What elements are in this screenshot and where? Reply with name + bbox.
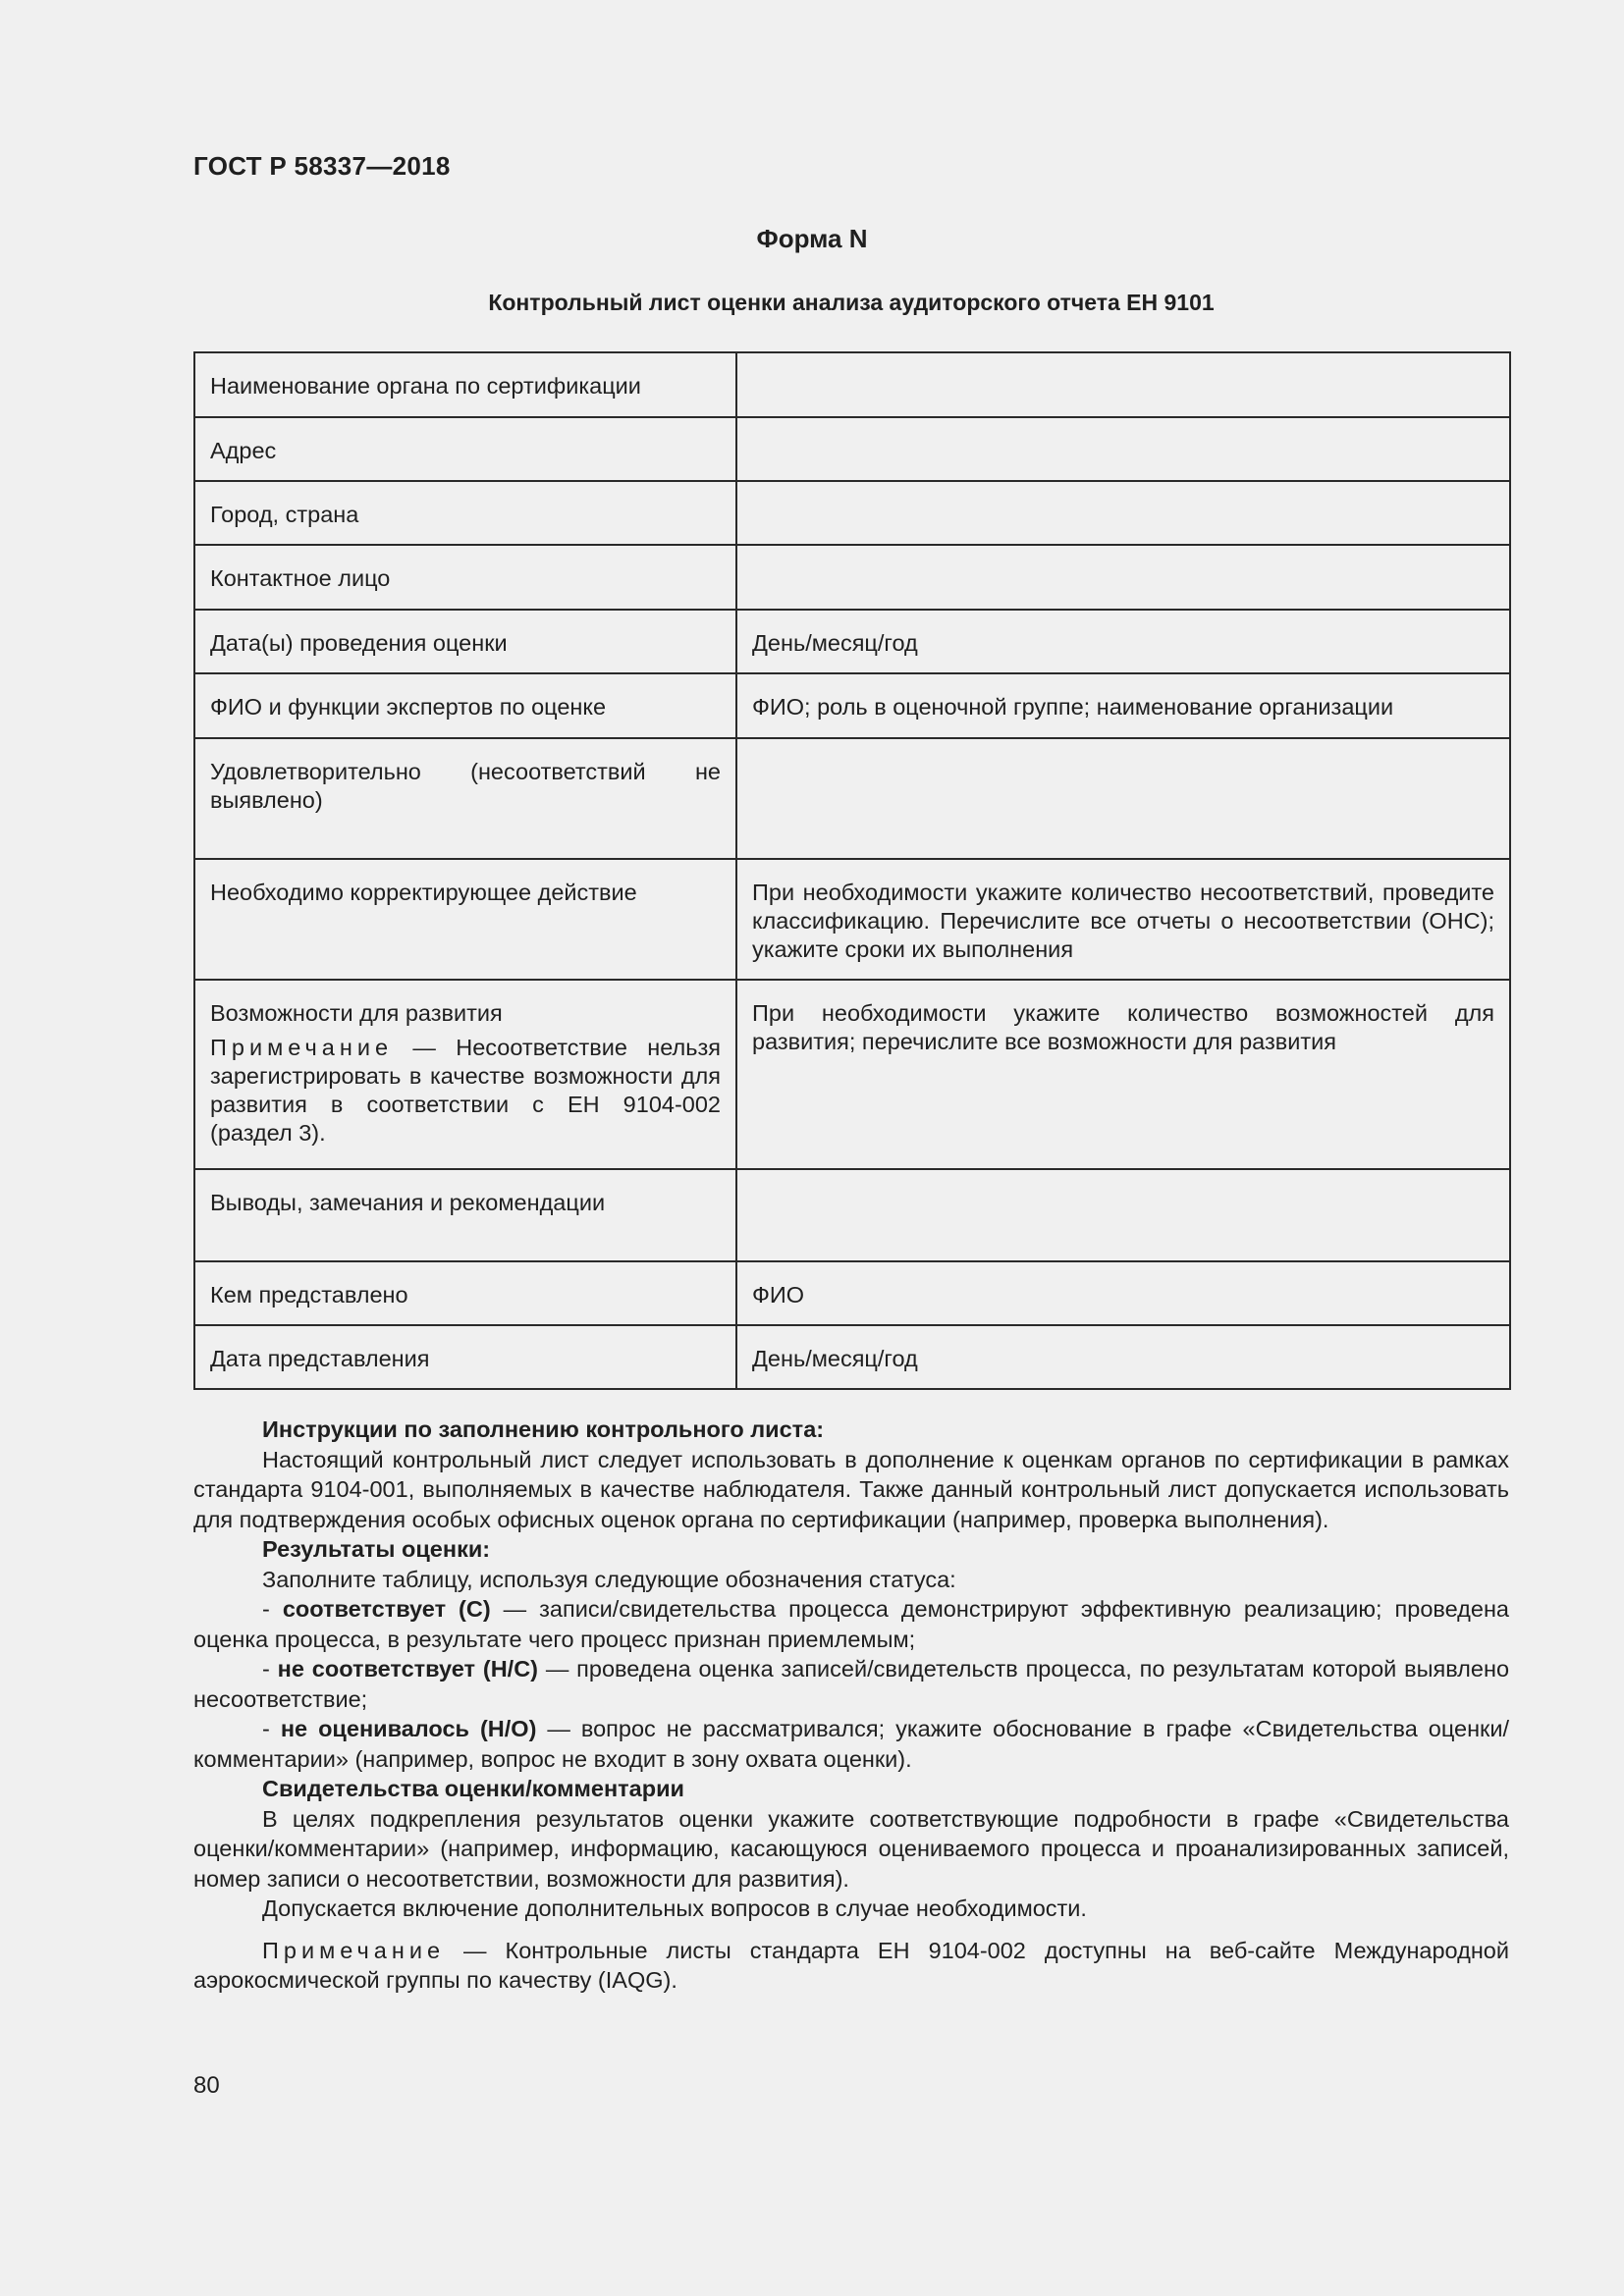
status-text: — записи/свидетельства процесса демонстрируют эффективную реализацию; проведена оценка процесса, в результате чего процесс признан приемлемым;: [193, 1596, 1509, 1652]
row-value: При необходимости укажите количество возможностей для развития; перечислите все возможности для развития: [736, 980, 1510, 1169]
row-label-with-note: [194, 980, 736, 1169]
table-row: [194, 1261, 1510, 1325]
row-label: Адрес: [194, 417, 736, 481]
table-row: [194, 481, 1510, 545]
row-value: [736, 545, 1510, 610]
table-row: [194, 610, 1510, 673]
results-heading: Результаты оценки:: [262, 1536, 491, 1562]
table-row: [194, 859, 1510, 980]
table-row: [194, 1169, 1510, 1261]
form-subtitle: Контрольный лист оценки анализа аудиторского отчета ЕН 9101: [488, 290, 1215, 315]
note-prefix: Примечание: [210, 1035, 394, 1060]
row-label: Необходимо корректирующее действие: [194, 859, 736, 980]
note-prefix: Примечание: [262, 1937, 446, 1963]
status-text: — проведена оценка записей/свидетельств процесса, по результатам которой выявлено несоответствие;: [193, 1656, 1510, 1712]
table-note: [210, 1034, 721, 1148]
table-row: [194, 980, 1510, 1169]
table-row: [194, 352, 1510, 417]
row-value: [736, 738, 1510, 859]
instructions-intro: Настоящий контрольный лист следует использовать в дополнение к оценкам органов по сертификации в рамках стандарта 9104-001, выполняемых в качестве наблюдателя. Также данный контрольный лист допускается использовать для подтверждения особых офисных оценок органа по сертификации (например, проверка выполнения).: [193, 1446, 1509, 1532]
row-value: При необходимости укажите количество несоответствий, проведите классификацию. Перечислите все отчеты о несоответствии (ОНС); укажите сроки их выполнения: [736, 859, 1510, 980]
page-number: 80: [193, 2072, 220, 2099]
status-term: не соответствует (Н/С): [277, 1656, 538, 1682]
row-label: Выводы, замечания и рекомендации: [194, 1169, 736, 1261]
row-label: Удовлетворительно (несоответствий не выявлено): [194, 738, 736, 859]
row-value: [736, 1169, 1510, 1261]
instructions-section: [193, 1415, 1509, 1996]
row-label: Дата(ы) проведения оценки: [194, 610, 736, 673]
row-value: День/месяц/год: [736, 610, 1510, 673]
table-row: [194, 738, 1510, 859]
note-text: — Контрольные листы стандарта ЕН 9104-002 доступны на веб-сайте Международной аэрокосмической группы по качеству (IAQG).: [193, 1937, 1509, 1993]
row-label: Возможности для развития: [210, 1000, 503, 1026]
status-item: - соответствует (С) — записи/свидетельства процесса демонстрируют эффективную реализацию; проведена оценка процесса, в результате чего процесс признан приемлемым;: [193, 1596, 1509, 1652]
row-label: Город, страна: [194, 481, 736, 545]
additional-text: Допускается включение дополнительных вопросов в случае необходимости.: [262, 1896, 1087, 1921]
status-term: соответствует (С): [282, 1596, 491, 1622]
row-label: Кем представлено: [194, 1261, 736, 1325]
status-item: - не соответствует (Н/С) — проведена оценка записей/свидетельств процесса, по результатам которой выявлено несоответствие;: [193, 1656, 1510, 1712]
final-note: [193, 1936, 1509, 1996]
row-label: Наименование органа по сертификации: [194, 352, 736, 417]
row-value: День/месяц/год: [736, 1325, 1510, 1389]
table-row: [194, 673, 1510, 738]
form-title: Форма N: [756, 224, 868, 253]
status-item: - не оценивалось (Н/О) — вопрос не рассматривался; укажите обоснование в графе «Свидетельства оценки/комментарии» (например, вопрос не входит в зону охвата оценки).: [193, 1716, 1509, 1772]
table-row: [194, 417, 1510, 481]
row-label: ФИО и функции экспертов по оценке: [194, 673, 736, 738]
note-text: — Несоответствие нельзя зарегистрировать в качестве возможности для развития в соответствии с ЕН 9104-002 (раздел 3).: [210, 1035, 721, 1146]
instructions-heading: Инструкции по заполнению контрольного листа:: [262, 1416, 825, 1442]
document-id: ГОСТ Р 58337—2018: [193, 151, 451, 181]
table-row: [194, 545, 1510, 610]
row-value: [736, 481, 1510, 545]
checklist-table: [193, 351, 1511, 1390]
row-label: Дата представления: [194, 1325, 736, 1389]
row-value: ФИО; роль в оценочной группе; наименование организации: [736, 673, 1510, 738]
evidence-text: В целях подкрепления результатов оценки укажите соответствующие подробности в графе «Свидетельства оценки/комментарии» (например, информацию, касающуюся оцениваемого процесса и проанализированных записей, номер записи о несоответствии, возможности для развития).: [193, 1805, 1509, 1892]
row-value: ФИО: [736, 1261, 1510, 1325]
table-row: [194, 1325, 1510, 1389]
status-text: — вопрос не рассматривался; укажите обоснование в графе «Свидетельства оценки/комментарии» (например, вопрос не входит в зону охвата оценки).: [193, 1716, 1509, 1772]
results-intro: Заполните таблицу, используя следующие обозначения статуса:: [262, 1566, 956, 1592]
row-label: Контактное лицо: [194, 545, 736, 610]
status-term: не оценивалось (Н/О): [280, 1716, 537, 1741]
row-value: [736, 352, 1510, 417]
evidence-heading: Свидетельства оценки/комментарии: [262, 1776, 684, 1801]
row-value: [736, 417, 1510, 481]
